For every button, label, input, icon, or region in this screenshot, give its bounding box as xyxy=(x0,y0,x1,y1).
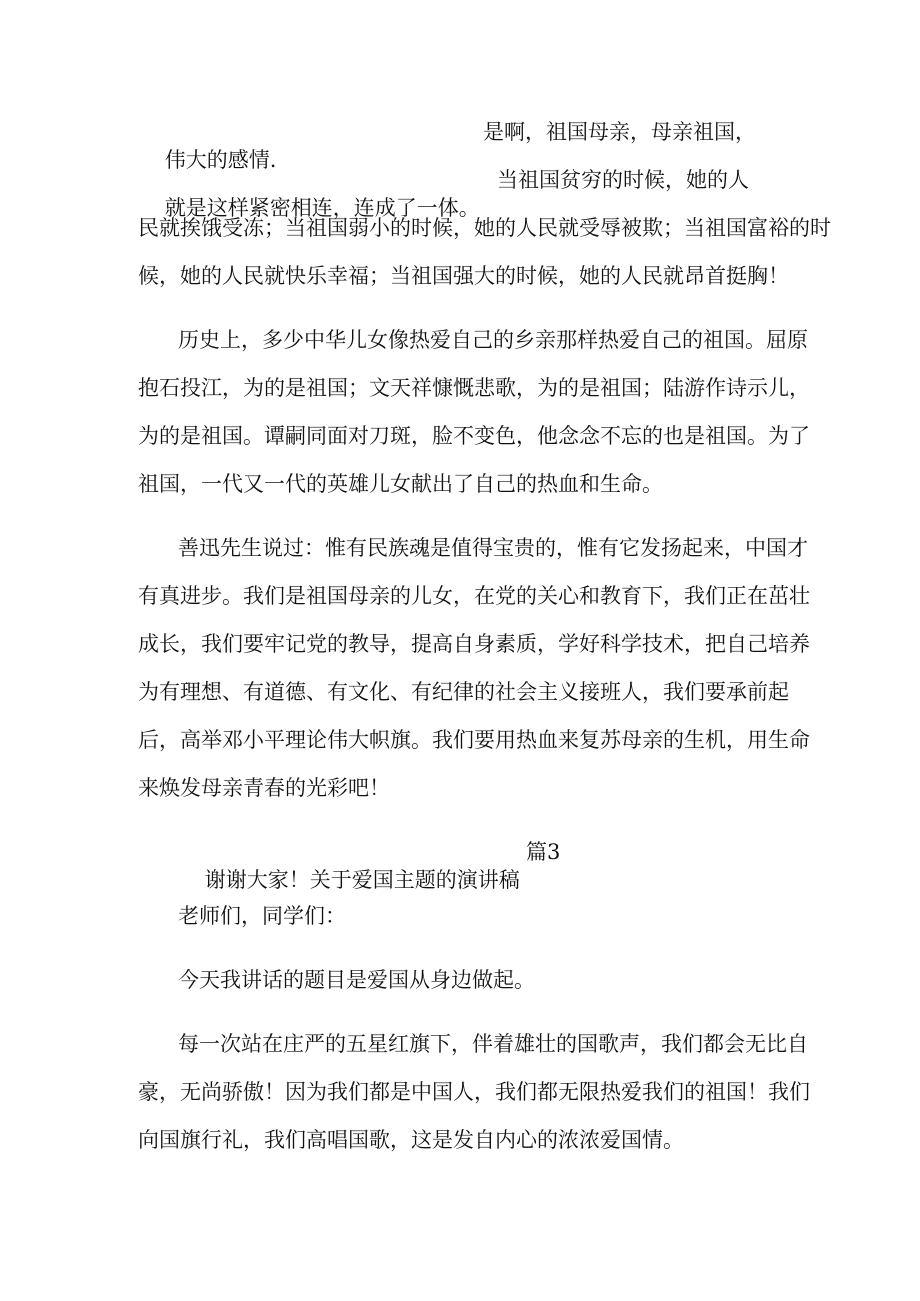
text-line: 善迅先生说过：惟有民族魂是值得宝贵的，惟有它发扬起来，中国才 xyxy=(178,536,808,560)
section-heading: 谢谢大家！关于爱国主题的演讲稿 xyxy=(204,868,520,892)
text-line: 来焕发母亲青春的光彩吧！ xyxy=(138,776,390,800)
text-line: 祖国，一代又一代的英雄儿女献出了自己的热血和生命。 xyxy=(138,472,663,496)
text-segment: 就是这样紧密相连，连成了一体。 xyxy=(164,196,480,220)
text-segment: 当祖国贫穷的时候，她的人 xyxy=(497,168,749,192)
text-line: 向国旗行礼，我们高唱国歌，这是发自内心的浓浓爱国情。 xyxy=(138,1128,684,1152)
text-segment: 伟大的感情. xyxy=(164,148,277,172)
salutation: 老师们，同学们： xyxy=(178,904,346,928)
text-line: 为有理想、有道德、有文化、有纪律的社会主义接班人，我们要承前起 xyxy=(138,680,789,704)
text-segment: 是啊，祖国母亲，母亲祖国， xyxy=(483,120,756,144)
text-line: 今天我讲话的题目是爱国从身边做起。 xyxy=(178,968,535,992)
section-number: 篇3 xyxy=(526,840,561,864)
text-line: 成长，我们要牢记党的教导，提高自身素质，学好科学技术，把自己培养 xyxy=(138,632,810,656)
text-line: 为的是祖国。谭嗣同面对刀斑，脸不变色，他念念不忘的也是祖国。为了 xyxy=(138,424,810,448)
text-line: 候，她的人民就快乐幸福；当祖国强大的时候，她的人民就昂首挺胸！ xyxy=(138,264,789,288)
text-line: 抱石投江，为的是祖国；文天祥慷慨悲歌，为的是祖国；陆游作诗示儿， xyxy=(138,376,810,400)
text-line: 民就挨饿受冻；当祖国弱小的时候，她的人民就受辱被欺；当祖国富裕的时 xyxy=(138,216,831,240)
text-line: 有真进步。我们是祖国母亲的儿女，在党的关心和教育下，我们正在茁壮 xyxy=(138,584,810,608)
text-line: 历史上，多少中华儿女像热爱自己的乡亲那样热爱自己的祖国。屈原 xyxy=(178,328,808,352)
text-line: 豪，无尚骄傲！因为我们都是中国人，我们都无限热爱我们的祖国！我们 xyxy=(138,1080,810,1104)
text-line: 后，高举邓小平理论伟大帜旗。我们要用热血来复苏母亲的生机，用生命 xyxy=(138,728,810,752)
text-line: 每一次站在庄严的五星红旗下，伴着雄壮的国歌声，我们都会无比自 xyxy=(178,1032,808,1056)
